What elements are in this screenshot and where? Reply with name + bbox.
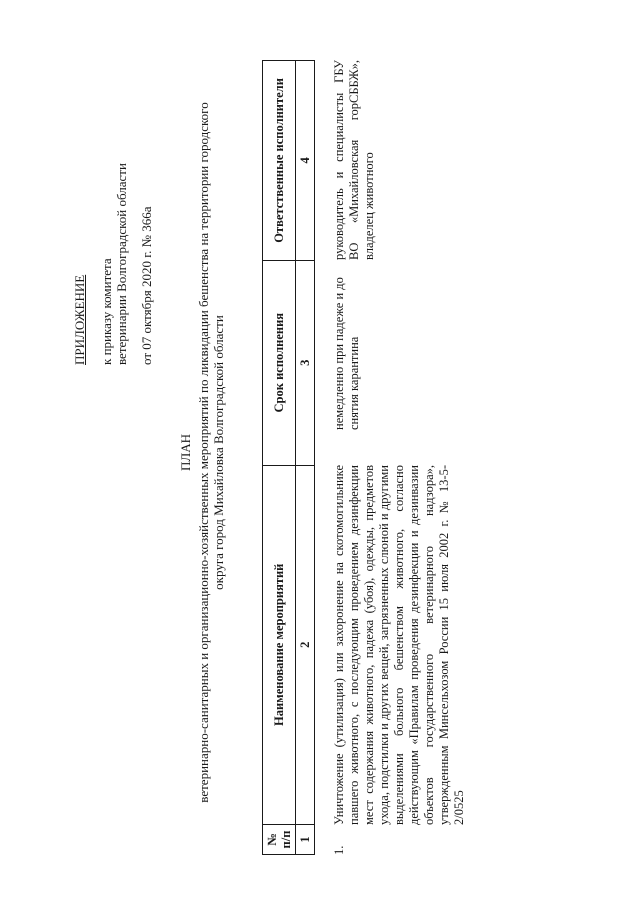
row-number: 1. bbox=[332, 845, 346, 855]
appendix-heading: ПРИЛОЖЕНИЕ bbox=[72, 274, 87, 365]
table-number-row bbox=[296, 61, 315, 855]
table-header-row bbox=[263, 61, 296, 855]
header-measure: Наименование мероприятий bbox=[263, 465, 296, 824]
appendix-block bbox=[72, 35, 154, 365]
column-number-4: 4 bbox=[296, 61, 315, 261]
header-number: № п/п bbox=[263, 825, 296, 855]
row-deadline: немедленно при падеже и до снятия карантина bbox=[332, 277, 361, 430]
appendix-line-2: ветеринарии Волгоградской области bbox=[114, 163, 129, 365]
column-number-1: 1 bbox=[296, 825, 315, 855]
plan-subtitle-line-2: округа город Михайловка Волгоградской области bbox=[211, 315, 226, 590]
plan-title: ПЛАН bbox=[178, 434, 193, 471]
column-number-2: 2 bbox=[296, 465, 315, 824]
appendix-line-1: к приказу комитета bbox=[99, 258, 114, 365]
plan-table bbox=[262, 60, 315, 855]
appendix-line-3: от 07 октября 2020 г. № 366а bbox=[139, 206, 154, 365]
column-number-3: 3 bbox=[296, 260, 315, 465]
plan-title-block bbox=[178, 60, 226, 845]
row-responsible: руководитель и специалисты ГБУ ВО «Михайловская горСББЖ», владелец животного bbox=[332, 60, 376, 260]
plan-subtitle-line-1: ветеринарно-санитарных и организационно-хозяйственных мероприятий по ликвидации бешенства на территории городского bbox=[196, 102, 211, 803]
header-responsible: Ответственные исполнители bbox=[263, 61, 296, 261]
header-deadline: Срок исполнения bbox=[263, 260, 296, 465]
row-measure: Уничтожение (утилизация) или захоронение на скотомогильнике павшего животного, с последующим проведением дезинфекции мест содержания животного, падежа (убоя), одежды, предметов ухода, подстилки и других вещей, загрязненных слюной и другими выделениями больного бешенством животного, согласно действующим «Правилам проведения дезинфекции и дезинвазии объектов государственного ветеринарного надзора», утвержденным Минсельхозом России 15 июля 2002 г. № 13-5-2/0525 bbox=[332, 465, 466, 825]
